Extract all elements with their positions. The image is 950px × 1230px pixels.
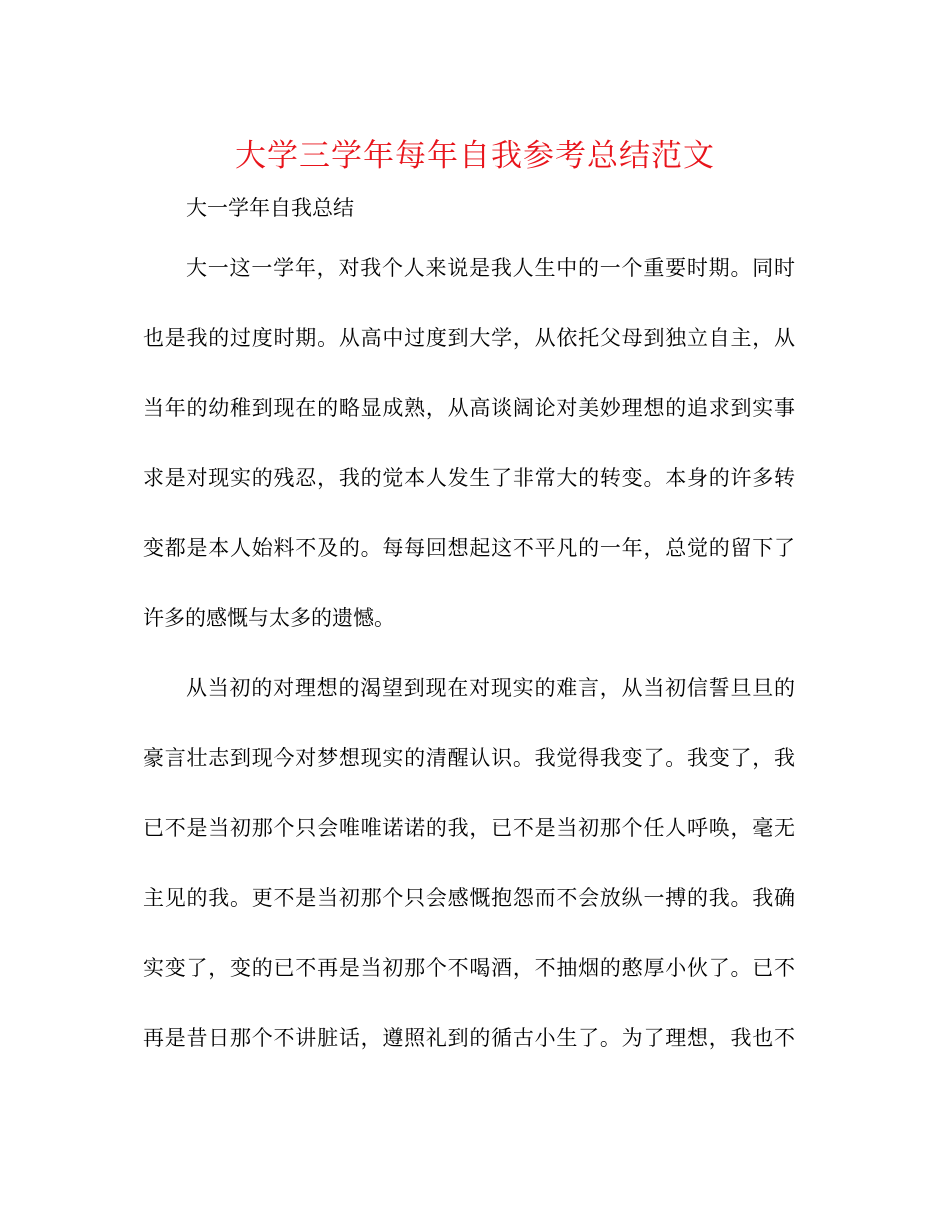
paragraph-line: 实变了，变的已不再是当初那个不喝酒，不抽烟的憨厚小伙了。已不 [143, 956, 795, 980]
section-heading: 大一学年自我总结 [186, 196, 354, 220]
paragraph-line: 许多的感慨与太多的遗憾。 [143, 606, 395, 630]
paragraph-line: 也是我的过度时期。从高中过度到大学，从依托父母到独立自主，从 [143, 326, 795, 350]
paragraph-line: 求是对现实的残忍，我的觉本人发生了非常大的转变。本身的许多转 [143, 466, 795, 490]
paragraph-line: 大一这一学年，对我个人来说是我人生中的一个重要时期。同时 [186, 256, 795, 280]
paragraph-line: 再是昔日那个不讲脏话，遵照礼到的循古小生了。为了理想，我也不 [143, 1026, 795, 1050]
paragraph-line: 豪言壮志到现今对梦想现实的清醒认识。我觉得我变了。我变了，我 [143, 746, 795, 770]
paragraph-line: 主见的我。更不是当初那个只会感慨抱怨而不会放纵一搏的我。我确 [143, 886, 795, 910]
document-title: 大学三学年每年自我参考总结范文 [235, 138, 715, 174]
paragraph-line: 已不是当初那个只会唯唯诺诺的我，已不是当初那个任人呼唤，毫无 [143, 816, 795, 840]
paragraph-line: 当年的幼稚到现在的略显成熟，从高谈阔论对美妙理想的追求到实事 [143, 396, 795, 420]
paragraph-line: 从当初的对理想的渴望到现在对现实的难言，从当初信誓旦旦的 [186, 676, 795, 700]
paragraph-line: 变都是本人始料不及的。每每回想起这不平凡的一年，总觉的留下了 [143, 536, 795, 560]
